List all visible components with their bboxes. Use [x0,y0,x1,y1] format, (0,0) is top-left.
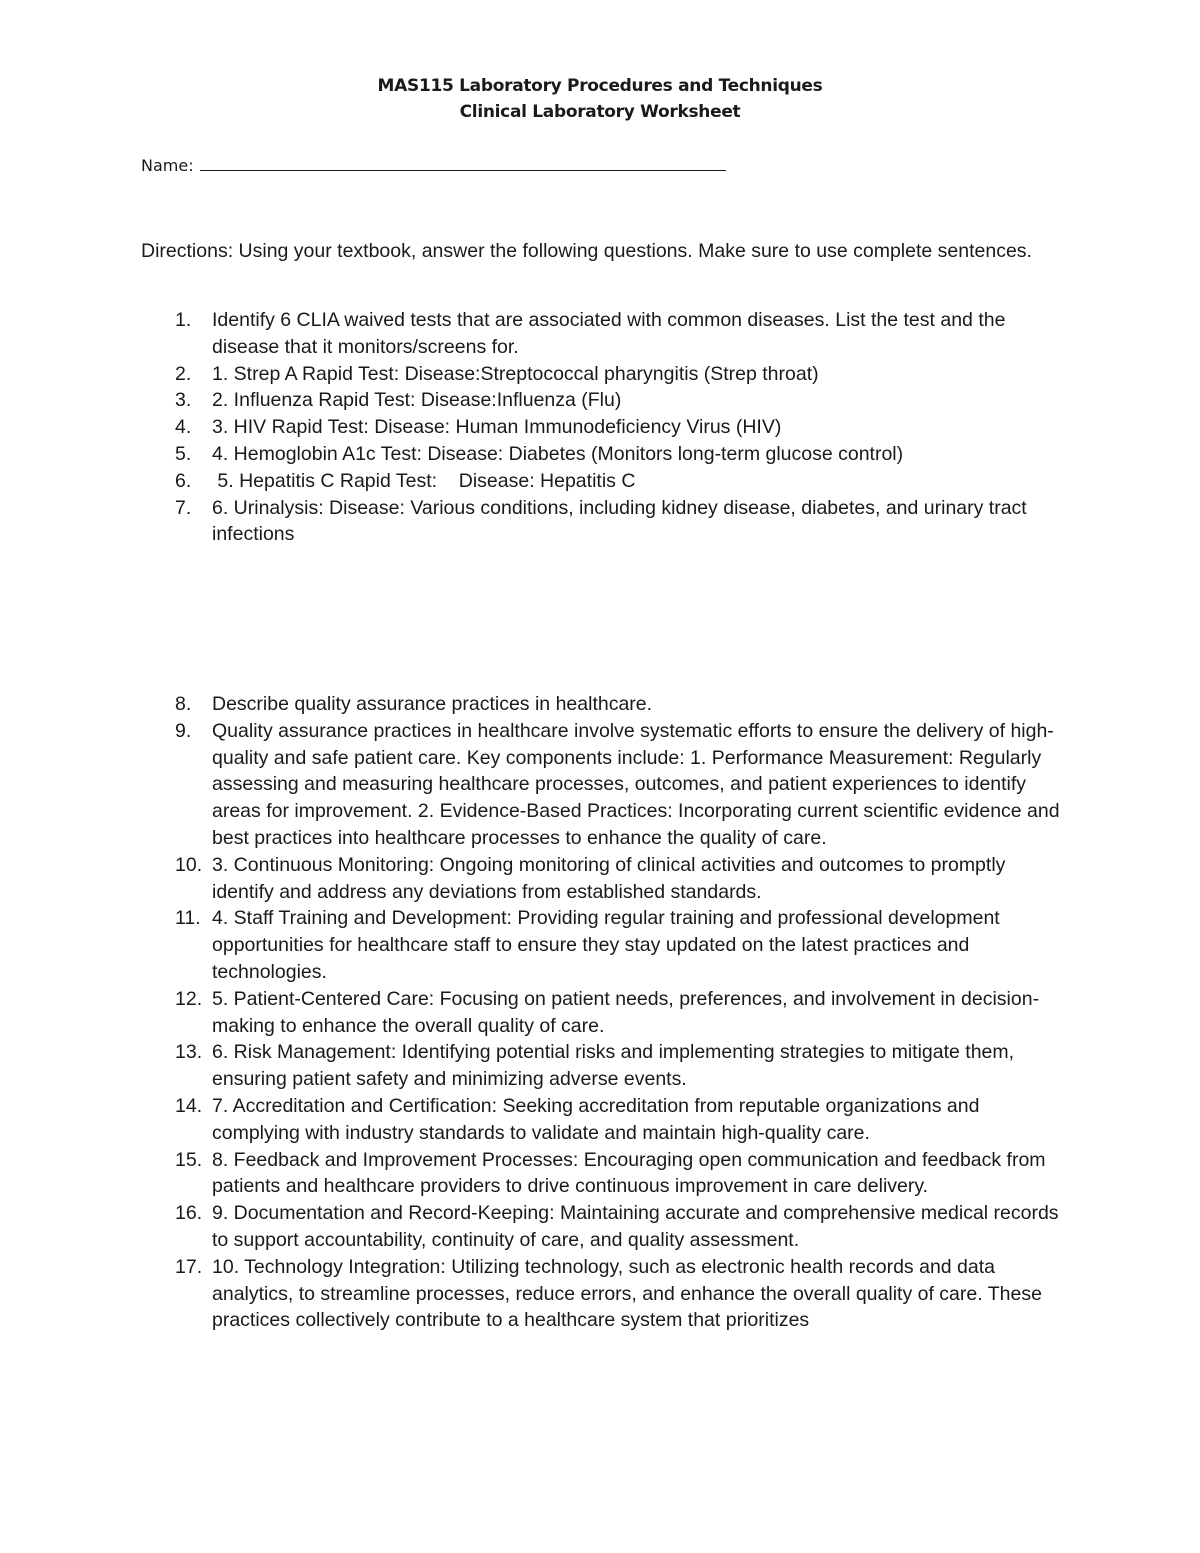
list-item [141,1093,1071,1147]
item-text: 4. Staff Training and Development: Providing regular training and professional development opportunities for healthcare staff to ensure they stay updated on the latest practices and technologies. [212,907,1000,983]
item-text: 3. HIV Rapid Test: Disease: Human Immunodeficiency Virus (HIV) [212,416,782,439]
list-item [141,414,1071,441]
item-number: 14. [175,1094,203,1117]
item-text: 10. Technology Integration: Utilizing technology, such as electronic health records and data analytics, to streamline processes, reduce errors, and enhance the overall quality of care. These practices collectively contribute to a healthcare system that prioritizes [212,1255,1042,1332]
list-item [141,361,1071,388]
item-number: 3. [175,389,192,412]
list-item [141,1254,1071,1334]
list-item [141,387,1071,414]
list-item [141,495,1071,549]
item-number: 2. [175,362,192,385]
list-item [141,1039,1071,1093]
item-text: 9. Documentation and Record-Keeping: Maintaining accurate and comprehensive medical records to support accountability, continuity of care, and quality assessment. [212,1202,1059,1251]
item-text: 6. Urinalysis: Disease: Various conditions, including kidney disease, diabetes, and urinary tract infections [212,496,1027,546]
item-text: 2. Influenza Rapid Test: Disease:Influenza (Flu) [212,389,622,412]
item-number: 7. [175,496,192,519]
item-number: 9. [175,719,192,742]
item-text: Describe quality assurance practices in healthcare. [212,693,653,715]
item-number: 1. [175,309,192,331]
item-text: 7. Accreditation and Certification: Seeking accreditation from reputable organizations and complying with industry standards to validate and maintain high-quality care. [212,1094,980,1144]
item-number: 15. [175,1148,203,1171]
item-number: 17. [175,1255,203,1278]
item-text: 5. Patient-Centered Care: Focusing on patient needs, preferences, and involvement in decision-making to enhance the overall quality of care. [212,987,1040,1037]
item-number: 16. [175,1202,203,1225]
item-text: Quality assurance practices in healthcare involve systematic efforts to ensure the delivery of high-quality and safe patient care. Key components include: 1. Performance Measurement: Regularly assessing and measuring healthcare processes, outcomes, and patient experiences to identify areas for improvement. 2. Evidence-Based Practices: Incorporating current scientific evidence and best practices into healthcare processes to enhance the quality of care. [212,719,1060,849]
list-item [141,1200,1071,1254]
question-list-b [141,691,1071,1334]
item-text: 1. Strep A Rapid Test: Disease:Streptococcal pharyngitis (Strep throat) [212,362,819,385]
list-item [141,905,1071,985]
item-number: 4. [175,416,192,439]
list-item [141,718,1071,852]
item-text: 6. Risk Management: Identifying potential risks and implementing strategies to mitigate them, ensuring patient safety and minimizing adverse events. [212,1041,1015,1091]
list-item [141,307,1071,361]
list-item [141,986,1071,1040]
question-list-a [141,307,1071,548]
item-number: 6. [175,469,192,492]
worksheet-title: Clinical Laboratory Worksheet [459,102,741,122]
item-number: 13. [175,1041,203,1064]
item-number: 11. [175,907,201,930]
item-number: 8. [175,693,192,715]
item-number: 10. [175,853,203,876]
name-row [141,154,726,178]
item-number: 12. [175,987,203,1010]
name-blank-line[interactable] [200,156,726,171]
course-title: MAS115 Laboratory Procedures and Techniques [377,76,823,96]
item-number: 5. [175,442,192,465]
item-text: 5. Hepatitis C Rapid Test: Disease: Hepatitis C [212,469,636,492]
list-item [141,691,1071,718]
list-item [141,1147,1071,1201]
item-text: 3. Continuous Monitoring: Ongoing monitoring of clinical activities and outcomes to promptly identify and address any deviations from established standards. [212,853,1006,903]
item-text: Identify 6 CLIA waived tests that are associated with common diseases. List the test and the disease that it monitors/screens for. [212,309,1006,358]
item-text: 4. Hemoglobin A1c Test: Disease: Diabetes (Monitors long-term glucose control) [212,442,904,465]
list-item [141,852,1071,906]
list-item [141,468,1071,495]
list-item [141,441,1071,468]
directions-text: Directions: Using your textbook, answer the following questions. Make sure to use complete sentences. [141,240,1032,262]
name-label: Name: [141,156,194,175]
item-text: 8. Feedback and Improvement Processes: Encouraging open communication and feedback from patients and healthcare providers to drive continuous improvement in care delivery. [212,1148,1046,1198]
